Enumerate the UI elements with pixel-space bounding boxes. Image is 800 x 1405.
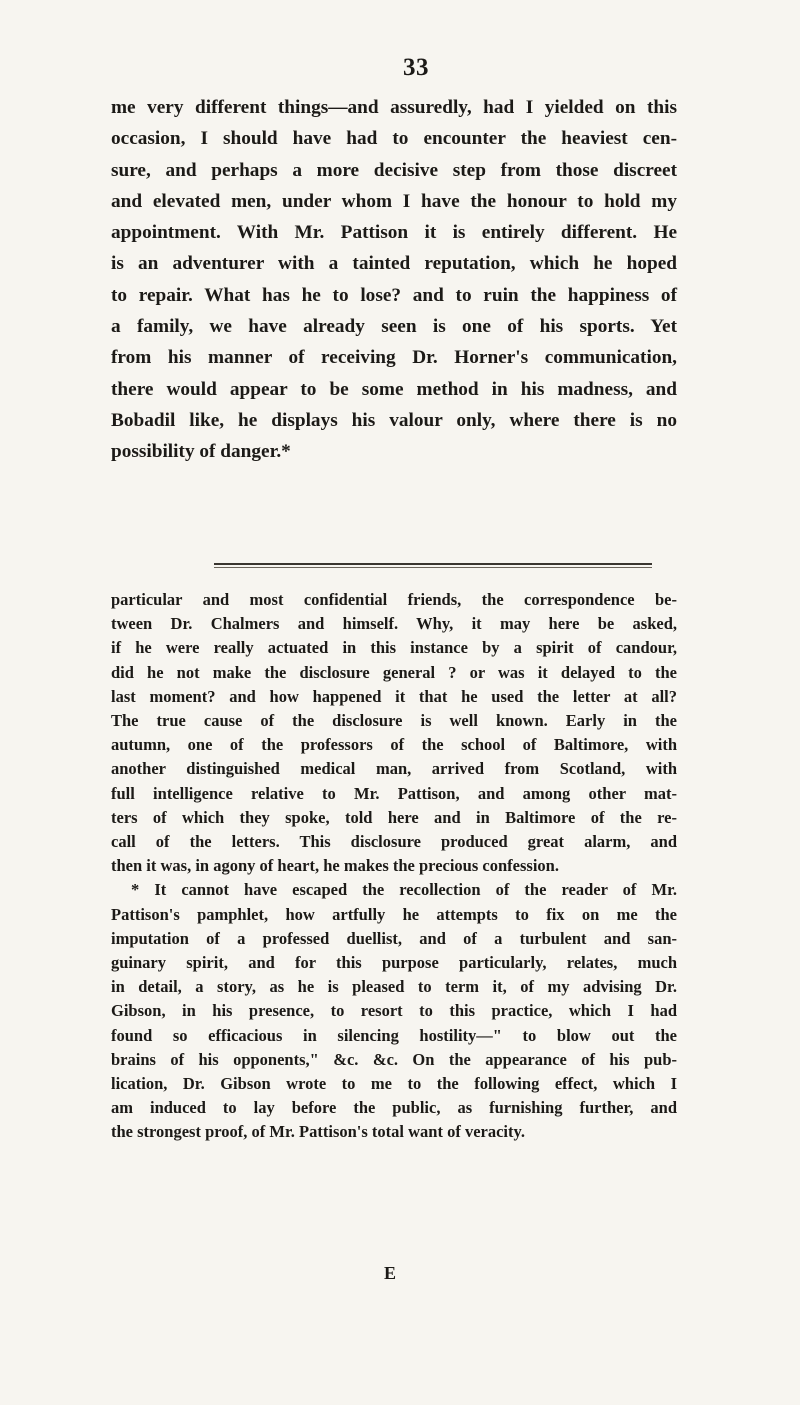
footnote-line: Pattison's pamphlet, how artfully he attempts to fix on me the [111,904,677,924]
footnote-line: lication, Dr. Gibson wrote to me to the following effect, which I [111,1074,677,1094]
main-line: there would appear to be some method in his madness, and [111,378,677,400]
main-line: a family, we have already seen is one of his sports. Yet [111,316,677,338]
footnote-line: then it was, in agony of heart, he makes the precious confession. [111,856,559,876]
footnote-line: ters of which they spoke, told here and in Baltimore of the re- [111,807,677,827]
footnote-line: particular and most confidential friends, the correspondence be- [111,590,677,609]
main-line: from his manner of receiving Dr. Horner's communication, [111,347,677,369]
footnote-line: imputation of a professed duellist, and of a turbulent and san- [111,928,677,948]
main-line: appointment. With Mr. Pattison it is entirely different. He [111,222,677,244]
footnote-line: if he were really actuated in this instance by a spirit of candour, [111,638,677,658]
main-line: is an adventurer with a tainted reputation, which he hoped [111,253,677,275]
footnote-line: brains of his opponents," &c. &c. On the appearance of his pub- [111,1049,677,1069]
footnote-line: guinary spirit, and for this purpose particularly, relates, much [111,953,677,973]
main-line: Bobadil like, he displays his valour only, where there is no [111,409,677,431]
main-paragraph [111,92,677,468]
footnote-line: Gibson, in his presence, to resort to this practice, which I had [111,1001,677,1021]
main-line: me very different things—and assuredly, had I yielded on this [111,97,677,118]
footnote-line: another distinguished medical man, arrived from Scotland, with [111,759,677,779]
footnote-line: the strongest proof, of Mr. Pattison's total want of veracity. [111,1122,525,1142]
signature-mark: E [384,1263,397,1283]
footnote-line: * It cannot have escaped the recollection of the reader of Mr. [131,880,677,900]
main-line: to repair. What has he to lose? and to ruin the happiness of [111,284,677,306]
footnote-divider-inner [214,567,652,568]
main-line: sure, and perhaps a more decisive step from those discreet [111,159,677,181]
footnote-line: autumn, one of the professors of the school of Baltimore, with [111,735,677,755]
main-text [111,92,677,468]
page-number: 33 [403,54,429,81]
footnote-divider [214,563,652,565]
footnote-line: last moment? and how happened it that he used the letter at all? [111,686,677,706]
main-line: and elevated men, under whom I have the honour to hold my [111,190,677,212]
main-line: possibility of danger.* [111,441,291,463]
footnote-line: tween Dr. Chalmers and himself. Why, it may here be asked, [111,614,677,634]
footnote-line: did he not make the disclosure general ? or was it delayed to the [111,662,677,682]
main-line: occasion, I should have had to encounter the heaviest cen- [111,128,677,150]
footnote-line: am induced to lay before the public, as furnishing further, and [111,1098,677,1118]
footnote-block [111,588,677,1145]
footnote-line: full intelligence relative to Mr. Pattison, and among other mat- [111,783,677,803]
footnote-line: The true cause of the disclosure is well known. Early in the [111,711,677,731]
footnote-line: in detail, a story, as he is pleased to term it, of my advising Dr. [111,977,677,997]
footnote-line: call of the letters. This disclosure produced great alarm, and [111,832,677,852]
footnote-line: found so efficacious in silencing hostility—" to blow out the [111,1025,677,1045]
